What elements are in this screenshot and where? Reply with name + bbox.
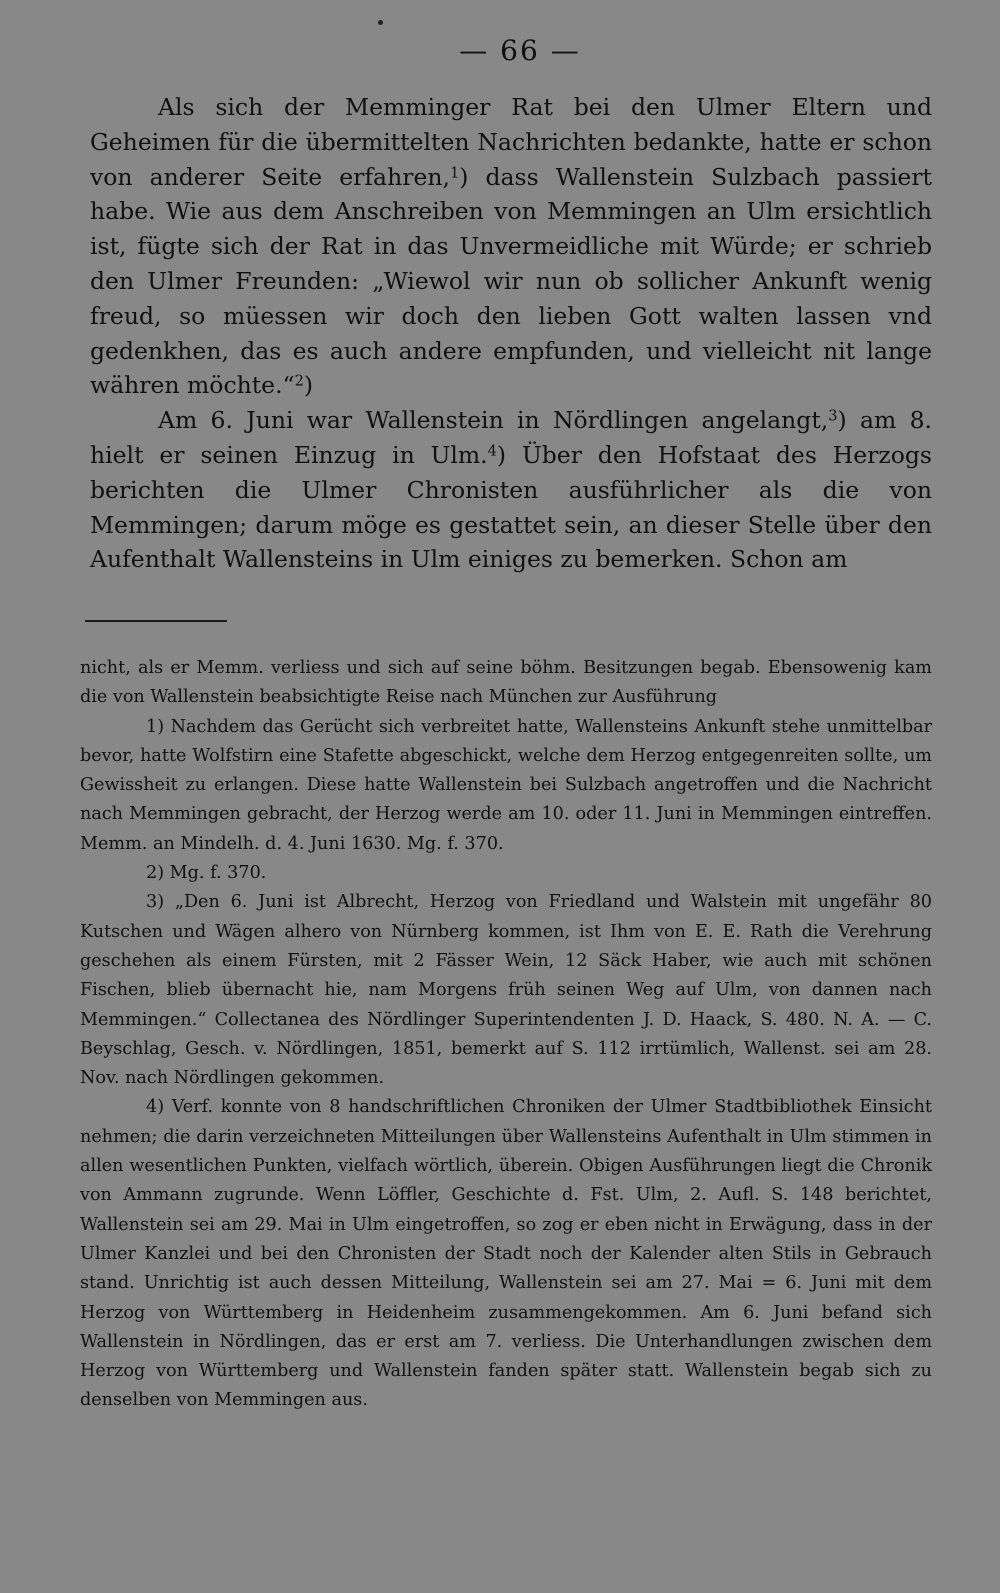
paragraph-1-part-a: Als sich der Memminger Rat bei den Ulmer Eltern und Geheimen für die übermittelten Nachrichten bedankte, hatte er schon von anderer Seite erfahren, (90, 93, 932, 191)
footnote-4: 4) Verf. konnte von 8 handschriftlichen Chroniken der Ulmer Stadtbibliothek Einsicht nehmen; die darin verzeichneten Mitteilungen über Wallensteins Aufenthalt in Ulm stimmen in allen wesentlichen Punkten, vielfach wörtlich, überein. Obigen Ausführungen liegt die Chronik von Ammann zugrunde. Wenn Löffler, Geschichte d. Fst. Ulm, 2. Aufl. S. 148 berichtet, Wallenstein sei am 29. Mai in Ulm eingetroffen, so zog er eben nicht in Erwägung, dass in der Ulmer Kanzlei und bei den Chronisten der Stadt noch der Kalender alten Stils in Gebrauch stand. Unrichtig ist auch dessen Mitteilung, Wallenstein sei am 27. Mai = 6. Juni mit dem Herzog von Württemberg in Heidenheim zusammengekommen. Am 6. Juni befand sich Wallenstein in Nördlingen, das er erst am 7. verliess. Die Unterhandlungen zwischen dem Herzog von Württemberg und Wallenstein fanden später statt. Wallenstein begab sich zu denselben von Memmingen aus. (80, 1097, 932, 1411)
ink-speck (378, 20, 383, 25)
footnote-ref-4: 4 (487, 442, 497, 460)
footnote-carryover: nicht, als er Memm. verliess und sich auf seine böhm. Besitzungen begab. Ebensowenig kam die von Wallenstein beabsichtigte Reise nach München zur Ausführung (80, 658, 932, 708)
paragraph-1-part-b: ) dass Wallenstein Sulzbach passiert habe. Wie aus dem Anschreiben von Memmingen an Ulm ersichtlich ist, fügte sich der Rat in das Unvermeidliche mit Würde; er schrieb den Ulmer Freunden: „Wiewol wir nun ob sollicher Ankunft wenig freud, so müessen wir doch den lieben Gott walten lassen vnd gedenkhen, das es auch andere empfunden, und vielleicht nit lange währen möchte.“ (90, 162, 932, 400)
footnote-ref-2: 2 (294, 373, 304, 391)
paragraph-2-part-a: Am 6. Juni war Wallenstein in Nördlingen angelangt, (158, 406, 829, 435)
footnote-1: 1) Nachdem das Gerücht sich verbreitet hatte, Wallensteins Ankunft stehe unmittelbar bevor, hatte Wolfstirn eine Stafette abgeschickt, welche dem Herzog entgegenreiten sollte, um Gewissheit zu erlangen. Diese hatte Wallenstein bei Sulzbach angetroffen und die Nachricht nach Memmingen gebracht, der Herzog werde am 10. oder 11. Juni in Memmingen eintreffen. Memm. an Mindelh. d. 4. Juni 1630. Mg. f. 370. (80, 716, 932, 854)
paragraph-2 (90, 403, 932, 577)
paragraph-2-part-c: ) Über den Hofstaat des Herzogs berichten die Ulmer Chronisten ausführlicher als die von Memmingen; darum möge es gestattet sein, an dieser Stelle über den Aufenthalt Wallensteins in Ulm einiges zu bemerken. Schon am (90, 440, 932, 574)
paragraph-2-part-b: ) am 8. hielt er seinen Einzug in Ulm. (90, 406, 932, 469)
footnote-divider (85, 620, 227, 622)
footnote-ref-1: 1 (449, 164, 460, 182)
footnote-2: 2) Mg. f. 370. (146, 863, 267, 884)
footnotes (80, 654, 932, 1416)
paragraph-1-part-c: ) (303, 371, 314, 400)
footnote-ref-3: 3 (828, 407, 838, 425)
footnote-3: 3) „Den 6. Juni ist Albrecht, Herzog von Friedland und Walstein mit ungefähr 80 Kutschen und Wägen alhero von Nürnberg kommen, ist Ihm von E. E. Rath die Verehrung geschehen als einem Fürsten, mit 2 Fässer Wein, 12 Säck Haber, wie auch mit schönen Fischen, blieb übernacht hie, nam Morgens früh seinen Weg auf Ulm, von dannen nach Memmingen.“ Collectanea des Nördlinger Superintendenten J. D. Haack, S. 480. N. A. — C. Beyschlag, Gesch. v. Nördlingen, 1851, bemerkt auf S. 112 irrtümlich, Wallenst. sei am 28. Nov. nach Nördlingen gekommen. (80, 892, 932, 1089)
main-text (90, 90, 932, 577)
paragraph-1 (90, 90, 932, 403)
page-number: — 66 — (459, 34, 581, 67)
